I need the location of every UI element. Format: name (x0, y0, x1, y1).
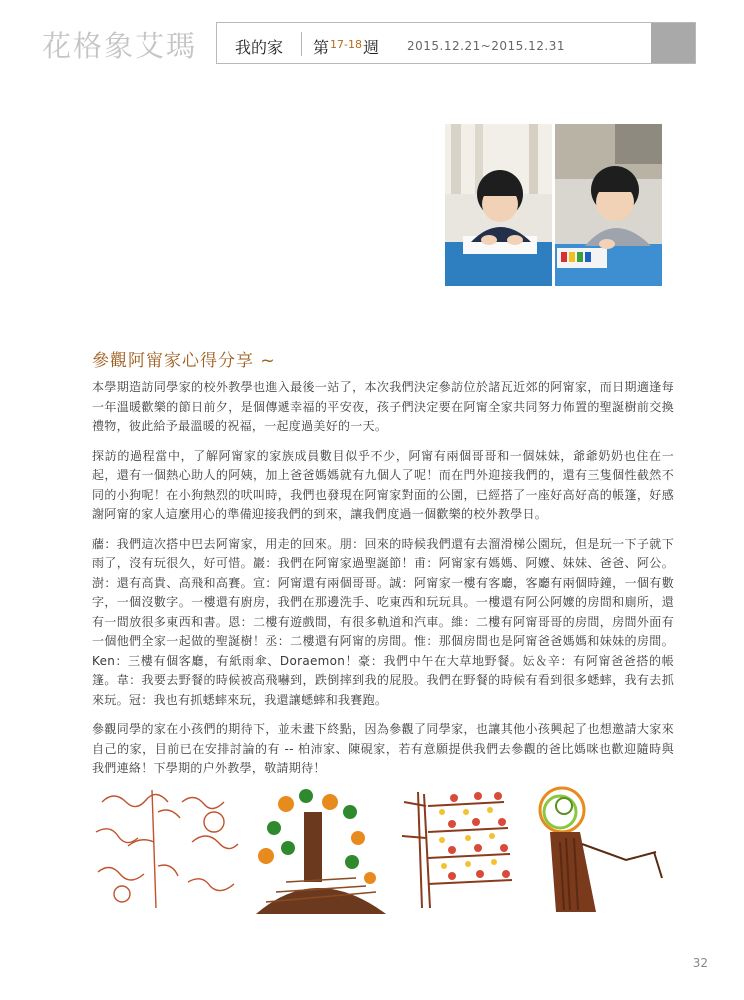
date-range: 2015.12.21~2015.12.31 (407, 39, 565, 53)
paragraph-visit: 探訪的過程當中，了解阿甯家的家族成員數目似乎不少，阿甯有兩個哥哥和一個妹妹，爺爺奶奶也住在一起，還有一個熱心助人的阿姨，加上爸爸媽媽就有九個人了呢！而在門外迎接我們的，還有三隻個性截然不同的小狗呢！在小狗熱烈的吠叫時，我們也發現在阿甯家對面的公園，已經搭了一座好高好高的帳篷，好感謝阿甯的家人這麼用心的準備迎接我們的到來，讓我們度過一個歡樂的校外教學日。 (92, 448, 674, 521)
article-title: 參觀阿甯家心得分享 ~ (92, 351, 276, 371)
tree-drawing-2 (246, 782, 392, 914)
week-prefix: 第 (313, 38, 330, 57)
paragraph-intro: 本學期造訪同學家的校外教學也進入最後一站了，本次我們決定參訪位於諸瓦近郊的阿甯家，而日期適逢每一年溫暖歡樂的節日前夕，是個傳遞幸福的平安夜，孩子們決定要在阿甯全家共同努力佈置的聖誕樹前交換禮物，彼此給予最溫暖的祝福，一起度過美好的一天。 (92, 380, 674, 433)
header-box (216, 22, 696, 64)
tree-drawing-3 (394, 782, 524, 914)
tree-drawing-1 (92, 782, 244, 914)
week-suffix: 週 (362, 38, 379, 57)
article-body (92, 378, 674, 789)
page-number: 32 (692, 956, 708, 970)
child-drawing-photo (445, 124, 552, 286)
header-divider (301, 32, 302, 56)
header-block (651, 23, 695, 63)
paragraph-children-quotes: 蘠：我們這次搭中巴去阿甯家，用走的回來。朋：回來的時候我們還有去溜滑梯公園玩，但是玩一下子就下雨了，沒有玩很久，好可惜。巖：我們在阿甯家過聖誕節！甫：阿甯家有媽媽、阿嬤、妹妹、爸爸、阿公。澍：還有高貴、高飛和高賽。宣：阿甯還有兩個哥哥。誠：阿甯家一樓有客廳，客廳有兩個時鐘，一個有數字，一個沒數字。一樓還有廚房，我們在那邊洗手、吃東西和玩玩具。一樓還有阿公阿嬤的房間和廁所，還有一間放很多東西和書。恩：二樓有遊戲間，有很多軌道和汽車。維：二樓有阿甯哥哥的房間，房間外面有一個他們全家一起做的聖誕樹！丞：二樓還有阿甯的房間。惟：那個房間也是阿甯爸爸媽媽和妹妹的房間。Ken：三樓有個客廳，有紙雨傘、Doraemon！豪：我們中午在大草地野餐。妘＆辛：有阿甯爸爸搭的帳篷。韋：我要去野餐的時候被高飛嚇到，跌倒摔到我的屁股。我們在野餐的時候有看到很多蟋蟀，我有去抓來玩。冠：我也有抓蟋蟀來玩，我還讓蟋蟀和我賽跑。 (92, 536, 674, 707)
week-label (313, 35, 379, 58)
class-name: 花格象艾瑪 (42, 29, 198, 63)
section-title-label: 我的家 (235, 38, 284, 57)
child-smiling-photo (555, 124, 662, 286)
week-range: 17-18 (330, 38, 362, 51)
paragraph-closing: 參觀同學的家在小孩們的期待下，並未畫下終點，因為參觀了同學家，也讓其他小孩興起了也想邀請大家來自己的家，目前已在安排討論的有 -- 柏沛家、陳硯家，若有意願提供我們去參觀的爸比媽咪也歡迎隨時與我們連絡！下學期的户外教學，敬請期待！ (92, 722, 674, 775)
tree-drawing-4 (526, 782, 672, 914)
